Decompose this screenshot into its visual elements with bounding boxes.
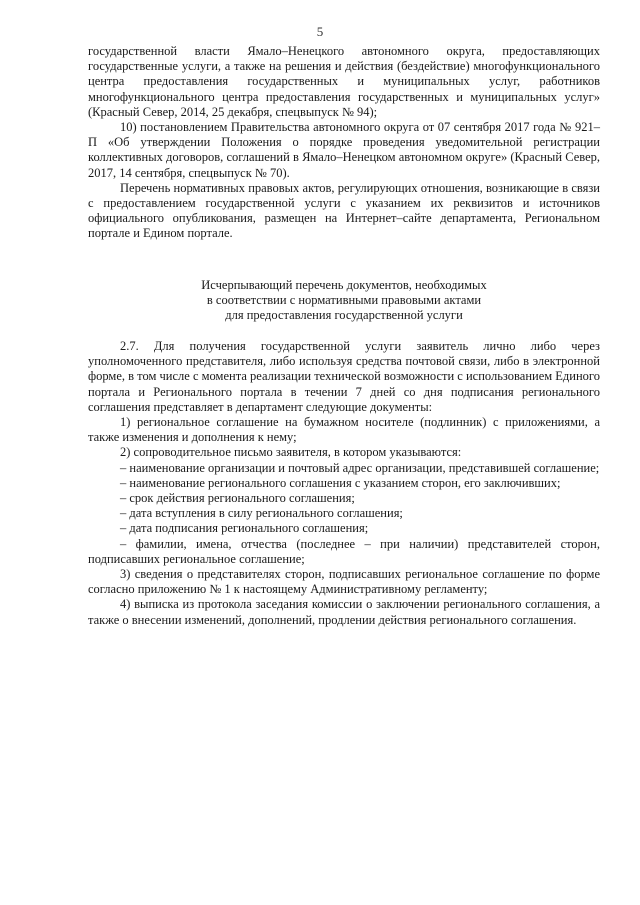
text-block-top — [88, 44, 600, 242]
list-item: – наименование организации и почтовый адрес организации, представившей соглашение; — [120, 460, 600, 475]
text-block-bottom — [88, 339, 600, 628]
list-item: – срок действия регионального соглашения; — [120, 491, 355, 506]
paragraph: государственной власти Ямало–Ненецкого автономного округа, предоставляющих государственные услуги, а также на решения и действия (бездействие) многофункционального центра предоставления государственных и муниципальных услуг, работников многофункционального центра предоставления государственных и муниципальных услуг» (Красный Север, 2014, 25 декабря, спецвыпуск № 94); — [88, 44, 600, 119]
list-item: 10) постановлением Правительства автономного округа от 07 сентября 2017 года № 921–П «Об утверждении Положения о порядке проведения уведомительной регистрации коллективных договоров, соглашений в Ямало–Ненецком автономном округе» (Красный Север, 2017, 14 сентября, спецвыпуск № 70). — [88, 120, 600, 180]
list-item: 3) сведения о представителях сторон, подписавших региональное соглашение по форме согласно приложению № 1 к настоящему Административному регламенту; — [88, 567, 600, 597]
list-item: – наименование регионального соглашения с указанием сторон, его заключивших; — [120, 475, 561, 490]
page-number: 5 — [316, 24, 324, 39]
heading-line: в соответствии с нормативными правовыми актами — [206, 293, 482, 308]
heading-line: Исчерпывающий перечень документов, необходимых — [201, 278, 487, 292]
list-item: – дата вступления в силу регионального соглашения; — [120, 506, 403, 521]
paragraph: Перечень нормативных правовых актов, регулирующих отношения, возникающие в связи с предоставлением государственной услуги с указанием их реквизитов и источников официального опубликования, размещен на Интернет–сайте департамента, Региональном портале и Едином портале. — [88, 180, 600, 241]
list-item: – фамилии, имена, отчества (последнее – при наличии) представителей сторон, подписавших региональное соглашение; — [88, 536, 600, 566]
list-item: 4) выписка из протокола заседания комиссии о заключении регионального соглашения, а также о внесении изменений, дополнений, продлении действия регионального соглашения. — [88, 597, 600, 627]
heading-line: для предоставления государственной услуги — [225, 308, 463, 323]
paragraph: 2.7. Для получения государственной услуги заявитель лично либо через уполномоченного представителя, либо используя средства почтовой связи, либо в электронной форме, в том числе с момента реализации технической возможности с использованием Единого портала и Регионального портала в течении 7 дней со дня подписания регионального соглашения представляет в департамент следующие документы: — [88, 339, 600, 414]
list-item: 2) сопроводительное письмо заявителя, в котором указываются: — [120, 445, 462, 460]
list-item: – дата подписания регионального соглашения; — [120, 521, 369, 536]
section-heading — [88, 278, 600, 324]
list-item: 1) региональное соглашение на бумажном носителе (подлинник) с приложениями, а также изменения и дополнения к нему; — [88, 415, 600, 445]
